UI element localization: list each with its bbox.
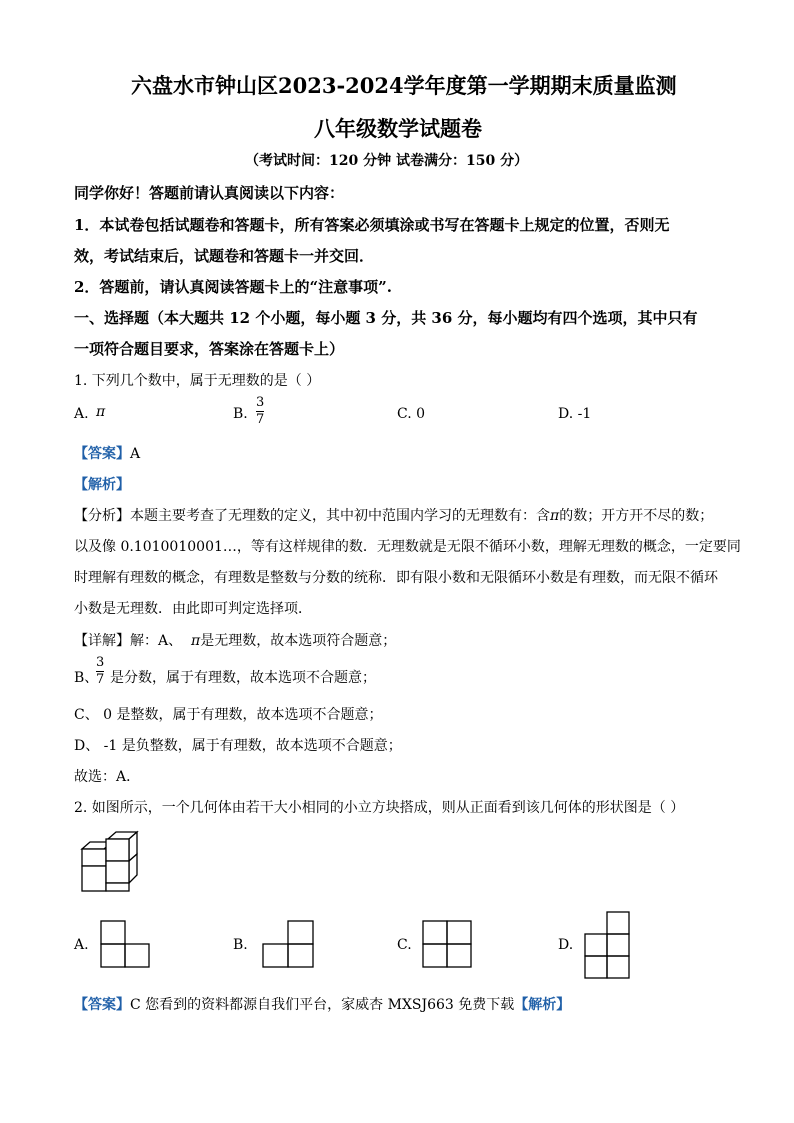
- q1-fenxi-line-4: 小数是无理数．由此即可判定选择项．: [74, 601, 312, 617]
- section-heading: 一、选择题（本大题共 12 个小题，每小题 3 分，共 36 分，每小题均有四个选项，其中只有: [74, 309, 698, 327]
- answer-value: C 您看到的资料都源自我们平台，家威杏 MXSJ663 免费下载: [130, 997, 515, 1013]
- q1-conclusion: 故选：A．: [74, 769, 141, 785]
- fraction-numerator: 3: [96, 655, 105, 670]
- greeting: 同学你好！答题前请认真阅读以下内容：: [74, 184, 345, 202]
- fenxi-text: 本题主要考查了无理数的定义，其中初中范围内学习的无理数有：含: [130, 508, 550, 524]
- instruction-1-cont: 效，考试结束后，试题卷和答题卡一并交回．: [74, 247, 375, 265]
- q1-analysis-tag: 【解析】: [74, 477, 130, 493]
- q1-stem: 1. 下列几个数中，属于无理数的是（ ）: [74, 373, 321, 389]
- instruction-1: 1．本试卷包括试题卷和答题卡，所有答案必须填涂或书写在答题卡上规定的位置，否则无: [74, 216, 670, 234]
- page-subtitle: 八年级数学试题卷: [314, 116, 482, 141]
- page-title: 六盘水市钟山区2023-2024学年度第一学期期末质量监测: [131, 73, 677, 98]
- analysis-tag: 【解析】: [514, 997, 571, 1013]
- fraction-denominator: 7: [256, 412, 265, 427]
- q1-detail-b-text: 是分数，属于有理数，故本选项不合题意；: [110, 670, 376, 686]
- q1-option-a-value: π: [96, 404, 106, 420]
- q2-option-a-label: A.: [74, 937, 89, 953]
- q2-answer: [74, 994, 570, 1014]
- q2-option-a-shape: [100, 920, 150, 968]
- q1-option-b-fraction: [256, 396, 264, 427]
- q2-option-b-label: B.: [233, 937, 248, 953]
- q1-fenxi-line-1: [74, 505, 713, 525]
- q1-detail-b-fraction: [96, 656, 104, 687]
- q2-option-d-shape: [584, 911, 630, 979]
- section-heading-cont: 一项符合题目要求，答案涂在答题卡上）: [74, 340, 345, 358]
- answer-value: A: [130, 446, 141, 462]
- fenxi-text-cont: 的数；开方开不尽的数；: [559, 508, 714, 524]
- q1-detail-d: D、 -1 是负整数，属于有理数，故本选项不合题意；: [74, 738, 402, 754]
- fraction-numerator: 3: [256, 395, 265, 410]
- q1-detail-c: C、 0 是整数，属于有理数，故本选项不合题意；: [74, 707, 383, 723]
- q2-stem: 2. 如图所示，一个几何体由若干大小相同的小立方块搭成，则从正面看到该几何体的形状图是（ ）: [74, 800, 685, 816]
- q2-option-b-shape: [262, 920, 314, 968]
- fenxi-tag: 【分析】: [74, 508, 130, 524]
- answer-tag: 【答案】: [74, 997, 130, 1013]
- detail-a-post: 是无理数，故本选项符合题意；: [200, 633, 397, 649]
- q1-answer: [74, 443, 140, 463]
- exam-info: （考试时间：120 分钟 试卷满分：150 分）: [245, 153, 529, 169]
- q1-detail-b-label: B、: [74, 670, 99, 686]
- fraction-denominator: 7: [96, 672, 105, 687]
- answer-tag: 【答案】: [74, 446, 130, 462]
- q1-option-b-label: B.: [233, 406, 248, 422]
- detail-tag: 【详解】: [74, 633, 130, 649]
- detail-a-pre: 解：A、: [130, 633, 183, 649]
- q2-option-d-label: D.: [558, 937, 574, 953]
- q1-option-c: C. 0: [397, 406, 426, 422]
- q1-fenxi-line-3: 时理解有理数的概念，有理数是整数与分数的统称．即有限小数和无限循环小数是有理数，而无限不循环: [74, 570, 718, 586]
- pi-symbol: π: [191, 633, 201, 649]
- q1-option-d: D. -1: [558, 406, 592, 422]
- q2-option-c-label: C.: [397, 937, 412, 953]
- q2-option-c-shape: [422, 920, 472, 968]
- q1-fenxi-line-2: 以及像 0.1010010001…，等有这样规律的数．无理数就是无限不循环小数，理解无理数的概念，一定要同: [74, 539, 741, 555]
- q1-detail-a: [74, 630, 396, 650]
- instruction-2: 2．答题前，请认真阅读答题卡上的“注意事项”.: [74, 278, 392, 296]
- pi-symbol: π: [550, 508, 560, 524]
- q2-cube-figure: [80, 830, 142, 892]
- q1-option-a-label: A.: [74, 406, 89, 422]
